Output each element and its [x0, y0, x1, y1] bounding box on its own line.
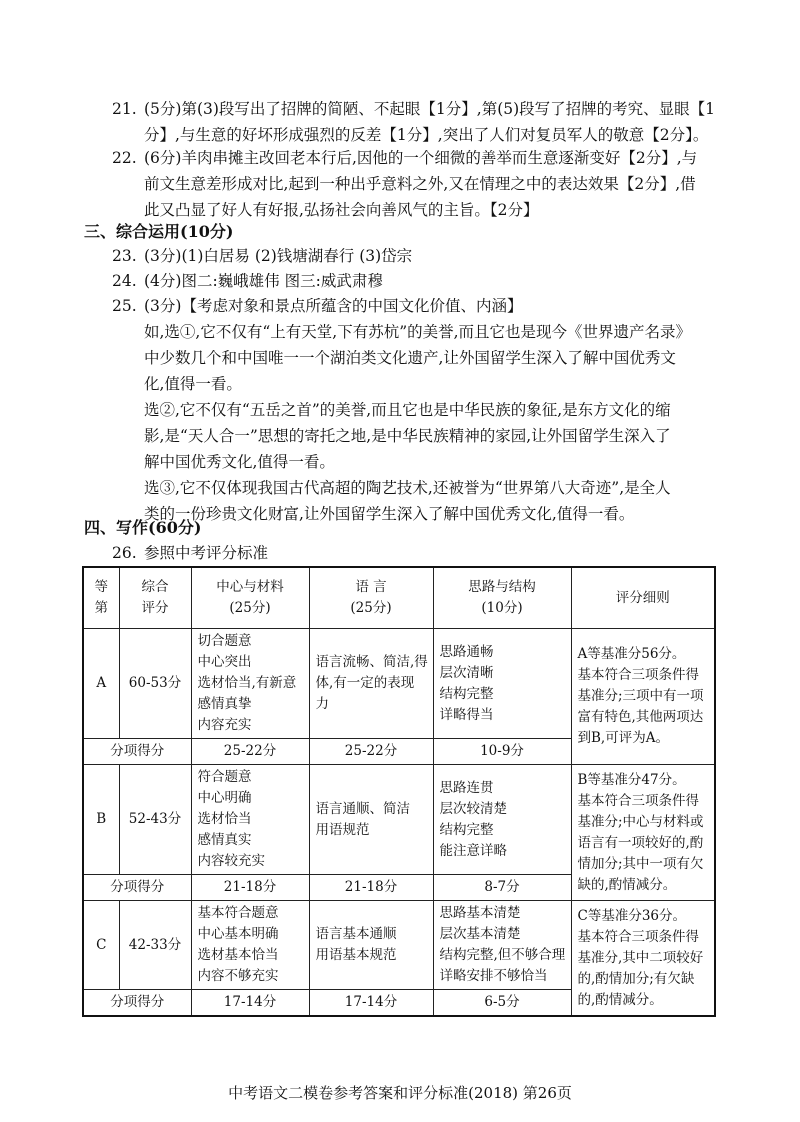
- subscore-row-a: 分项得分 25-22分 25-22分 10-9分: [83, 739, 715, 765]
- header-structure: 思路与结构 (10分): [433, 567, 571, 629]
- answer-23: 23. (3分)(1)白居易 (2)钱塘湖春行 (3)岱宗: [112, 247, 413, 265]
- table-row-c: [83, 901, 715, 990]
- language-cell: 语言基本通顺 用语基本规范: [309, 901, 433, 990]
- table-row-a: [83, 629, 715, 739]
- header-overall: 综合 评分: [119, 567, 191, 629]
- grade-cell: C: [83, 901, 119, 990]
- language-cell: 语言通顺、简洁 用语规范: [309, 765, 433, 875]
- scoring-table: [82, 566, 716, 1017]
- score-cell: 60-53分: [119, 629, 191, 739]
- grade-cell: A: [83, 629, 119, 739]
- subscore-row-c: 分项得分 17-14分 17-14分 6-5分: [83, 990, 715, 1017]
- rules-cell: B等基准分47分。 基本符合三项条件得 基准分;中心与材料或 语言有一项较好的,酌 情加分;其中一项有欠 缺的,酌情减分。: [571, 765, 715, 901]
- score-cell: 42-33分: [119, 901, 191, 990]
- subscore-row-b: 分项得分 21-18分 21-18分 8-7分: [83, 875, 715, 901]
- header-grade: 等第: [83, 567, 119, 629]
- header-language: 语 言 (25分): [309, 567, 433, 629]
- answer-25: 25. (3分)【考虑对象和景点所蕴含的中国文化价值、内涵】 如,选①,它不仅有“上有天堂,下有苏杭”的美誉,而且它也是现今《世界遗产名录》 中少数几个和中国唯一一个湖泊类文化遗产,让外国留学生深入了解中国优秀文 化,值得一看。 选②,它不仅有“五岳之首”的美誉,而且它也是中华民族的象征,是东方文化的缩 影,是“天人合一”思想的寄托之地,是中华民族精神的家园,让外国留学生深入了 解中国优秀文化,值得一看。 选③,它不仅体现我国古代高超的陶艺技术,还被誉为“世界第八大奇迹”,是全人 类的一份珍贵文化财富,让外国留学生深入了解中国优秀文化,值得一看。: [112, 297, 692, 523]
- answer-21: 21. (5分)第(3)段写出了招牌的简陋、不起眼【1分】,第(5)段写了招牌的考究、显眼【1 分】,与生意的好坏形成强烈的反差【1分】,突出了人们对复员军人的敬意【2分】。: [112, 100, 716, 144]
- header-rules: 评分细则: [571, 567, 715, 629]
- structure-cell: 思路连贯 层次较清楚 结构完整 能注意详略: [433, 765, 571, 875]
- content-cell: 切合题意 中心突出 选材恰当,有新意 感情真挚 内容充实: [191, 629, 309, 739]
- score-cell: 52-43分: [119, 765, 191, 875]
- content-cell: 符合题意 中心明确 选材恰当 感情真实 内容较充实: [191, 765, 309, 875]
- structure-cell: 思路通畅 层次清晰 结构完整 详略得当: [433, 629, 571, 739]
- answer-24: 24. (4分)图二:巍峨雄伟 图三:威武肃穆: [112, 272, 383, 290]
- rules-cell: C等基准分36分。 基本符合三项条件得 基准分,其中二项较好 的,酌情加分;有欠缺 的,酌情减分。: [571, 901, 715, 1017]
- language-cell: 语言流畅、简洁,得 体,有一定的表现 力: [309, 629, 433, 739]
- table-header-row: [83, 567, 715, 629]
- content-cell: 基本符合题意 中心基本明确 选材基本恰当 内容不够充实: [191, 901, 309, 990]
- grade-cell: B: [83, 765, 119, 875]
- rules-cell: A等基准分56分。 基本符合三项条件得 基准分;三项中有一项 富有特色,其他两项达 到B,可评为A。: [571, 629, 715, 765]
- section-heading-3: 三、综合运用(10分): [84, 222, 234, 241]
- page-footer: 中考语文二模卷参考答案和评分标准(2018) 第26页: [228, 1084, 572, 1102]
- answer-22: 22. (6分)羊肉串摊主改回老本行后,因他的一个细微的善举而生意逐渐变好【2分】,与 前文生意差形成对比,起到一种出乎意料之外,又在情理之中的表达效果【2分】,借 此又凸显了好人有好报,弘扬社会向善风气的主旨。【2分】: [112, 149, 698, 219]
- header-content: 中心与材料 (25分): [191, 567, 309, 629]
- section-heading-4: 四、写作(60分): [84, 518, 202, 537]
- answer-26: 26. 参照中考评分标准: [112, 544, 269, 562]
- table-row-b: [83, 765, 715, 875]
- structure-cell: 思路基本清楚 层次基本清楚 结构完整,但不够合理 详略安排不够恰当: [433, 901, 571, 990]
